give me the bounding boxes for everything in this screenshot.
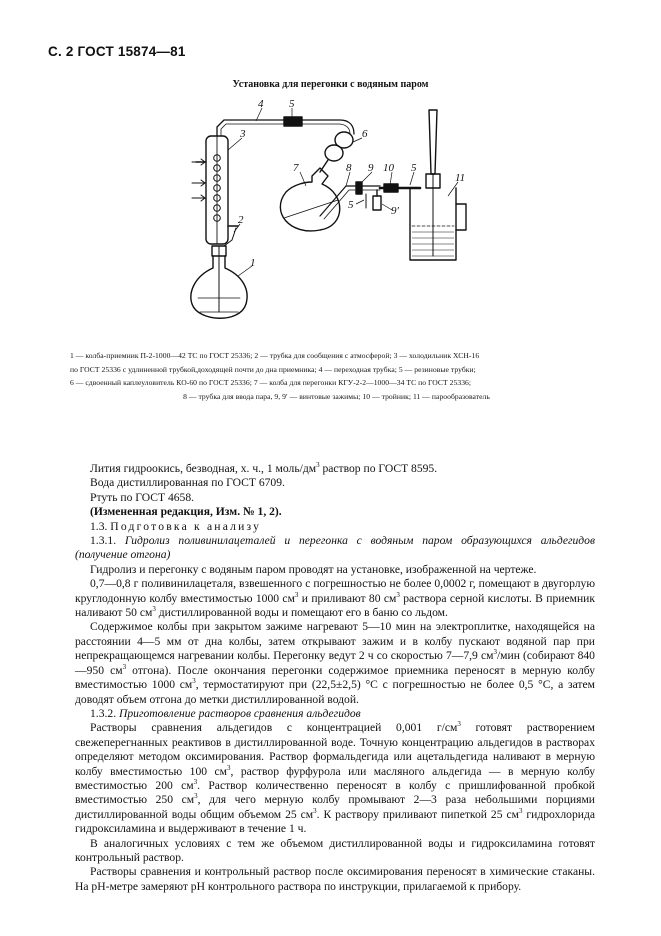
steam-generator-icon — [410, 110, 466, 260]
section-1-3-2-heading: 1.3.2. Приготовление растворов сравнения альдегидов — [90, 706, 361, 720]
label-1: 1 — [250, 257, 256, 269]
page-header: С. 2 ГОСТ 15874—81 — [48, 44, 186, 59]
legend-line: по ГОСТ 25336 с удлиненной трубкой,доходящей почти до дна приемника; 4 — переходная трубка; 5 — резиновые трубки; — [70, 364, 476, 374]
label-5: 5 — [289, 98, 295, 110]
paragraph: Растворы сравнения и контрольный раствор после оксимирования переносят в химические стаканы. На рН-метре замеряют рН контрольного раствора по инструкции, прилагаемой к прибору. — [75, 865, 595, 893]
label-3: 3 — [240, 128, 246, 140]
figure-title: Установка для перегонки с водяным паром — [232, 79, 429, 90]
paragraph: В аналогичных условиях с тем же объемом дистиллированной воды и гидроксиламина готовят контрольный раствор. — [75, 836, 595, 864]
legend-line: 1 — колба-приемник П-2-1000—42 ТС по ГОСТ 25336; 2 — трубка для сообщения с атмосферой; 3 — холодильник ХСН-16 — [70, 351, 480, 360]
reagent-water: Вода дистиллированная по ГОСТ 6709. — [90, 476, 285, 490]
section-1-3-1-heading: 1.3.1. Гидролиз поливинилацеталей и перегонка с водяным паром образующихся альдегидов (получение отгона) — [75, 534, 595, 562]
water-arrow-icon — [192, 159, 205, 201]
label-9: 9 — [368, 162, 374, 174]
distillation-apparatus-diagram — [0, 0, 661, 345]
paragraph: Содержимое колбы при закрытом зажиме нагревают 5—10 мин на электроплитке, находящейся на расстоянии 4—5 мм от дна колбы, затем открывают зажим и в колбу пускают водяной пар при непрекращающемся нагревании колбы. Перегонку ведут 2 ч со скоростью 7—7,9 $см^3$/мин (собирают 840—950 $см^3$ отгона). После окончания перегонки содержимое приемника переносят в мерную колбу вместимостью 1000 $см^3$, термостатируют при (22,5±2,5) °С с погрешностью не более 0,5 °С, а затем доводят объем отгона до метки дистиллированной водой. — [75, 620, 595, 706]
label-11: 11 — [455, 172, 466, 184]
reagent-lithium: Лития гидроокись, безводная, х. ч., 1 моль/$дм^3$ раствор по ГОСТ 8595. — [90, 461, 438, 475]
condenser-icon — [196, 136, 238, 244]
paragraph: 0,7—0,8 г поливинилацеталя, взвешенного с погрешностью не более 0,0002 г, помещают в двугорлую круглодонную колбу вместимостью 1000 $см^3$ и приливают 80 $см^3$ раствора серной кислоты. В приемник наливают 50 $см^3$ дистиллированной воды и помещают его в баню со льдом. — [75, 577, 595, 620]
label-9-prime: 9′ — [391, 205, 399, 217]
label-5-right: 5 — [411, 162, 417, 174]
figure-legend — [70, 349, 603, 403]
label-5-lower: 5 — [348, 199, 354, 211]
label-10: 10 — [383, 162, 394, 174]
paragraph: Гидролиз и перегонку с водяным паром проводят на установке, изображенной на чертеже. — [90, 562, 537, 576]
paragraph: Растворы сравнения альдегидов с концентрацией 0,001 $г/см^3$ готовят растворением свежеперегнанных реактивов в дистиллированной воде. Точную концентрацию альдегидов в растворах определяют методом оксимирования. Раствор формальдегида или ацетальдегида наливают в мерную колбу вместимостью 100 $см^3$, раствор фурфурола или масляного альдегида — в мерную колбу вместимостью 200 $см^3$. Раствор количественно переносят в колбу с пришлифованной пробкой вместимостью 250 $см^3$, для чего мерную колбу промывают 2—3 раза небольшими порциями дистиллированной воды общим объемом 25 $см^3$. К раствору приливают пипеткой 25 $см^3$ гидрохлорида гидроксиламина и выдерживают в течение 1 ч. — [75, 720, 596, 836]
label-7: 7 — [293, 162, 299, 174]
legend-line: 8 — трубка для ввода пара, 9, 9′ — винтовые зажимы; 10 — тройник; 11 — парообразователь — [183, 391, 490, 401]
body-text — [75, 462, 595, 894]
label-6: 6 — [362, 128, 368, 140]
label-8: 8 — [346, 162, 352, 174]
reagent-mercury: Ртуть по ГОСТ 4658. — [90, 490, 195, 504]
label-4: 4 — [258, 98, 264, 110]
distilling-flask-icon — [280, 168, 339, 231]
section-1-3-heading: 1.3. Подготовка к анализу — [90, 519, 262, 533]
edition-note: (Измененная редакция, Изм. № 1, 2). — [90, 505, 282, 519]
legend-line: 6 — сдвоенный каплеуловитель КО-60 по ГОСТ 25336; 7 — колба для перегонки КГУ-2-2—1000—34 ТС по ГОСТ 25336; — [70, 378, 472, 388]
label-2: 2 — [238, 214, 244, 226]
